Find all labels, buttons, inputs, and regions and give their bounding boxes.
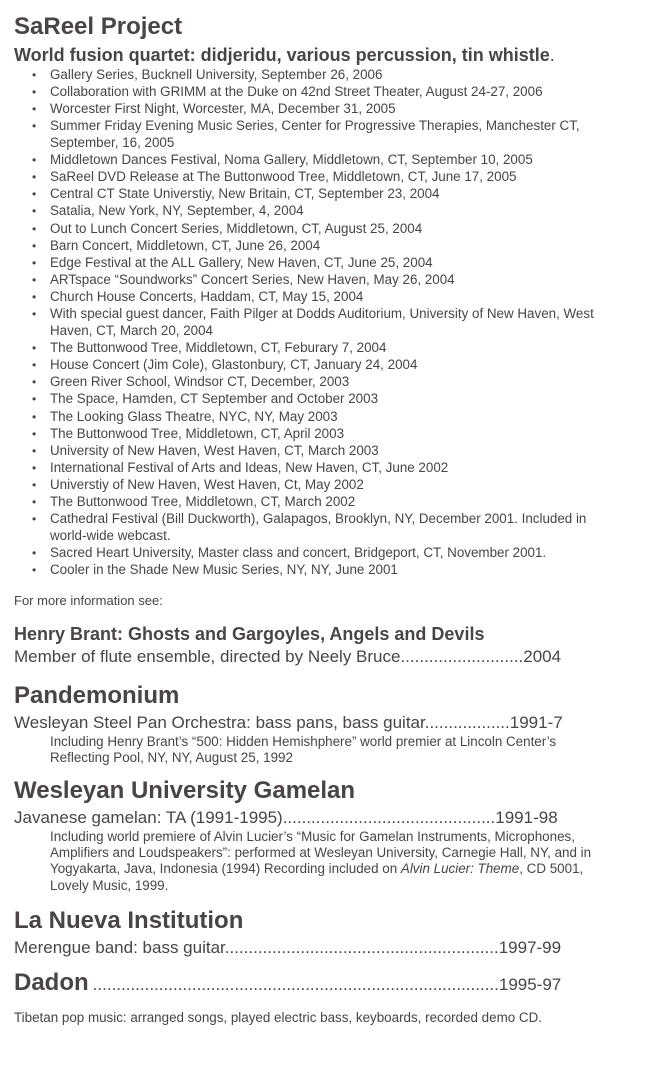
gamelan-note (50, 829, 614, 894)
gig-list-item: • Church House Concerts, Haddam, CT, May 15, 2004 (50, 289, 614, 306)
gig-list-item: • Collaboration with GRIMM at the Duke on 42nd Street Theater, August 24-27, 2006 (50, 84, 614, 101)
gig-list-item: • Out to Lunch Concert Series, Middletown, CT, August 25, 2004 (50, 221, 614, 238)
gamelan-note-album: Alvin Lucier: Theme (400, 861, 520, 877)
dadon-line: ......................................................................................1995-97 (92, 974, 562, 994)
gig-list-item: • SaReel DVD Release at The Buttonwood Tree, Middletown, CT, June 17, 2005 (50, 169, 614, 186)
nueva-line: Merengue band: bass guitar..........................................................1997-99 (14, 937, 562, 957)
gig-list-item: • Universtiy of New Haven, West Haven, Ct, May 2002 (50, 477, 614, 494)
gig-list-item: • The Buttonwood Tree, Middletown, CT, Feburary 7, 2004 (50, 340, 614, 357)
sareel-gig-list (14, 67, 614, 579)
brant-title: Henry Brant: Ghosts and Gargoyles, Angels and Devils (14, 623, 485, 644)
gig-list-item: • Central CT State Universtiy, New Britain, CT, September 23, 2004 (50, 186, 614, 203)
gig-list-item: • The Looking Glass Theatre, NYC, NY, May 2003 (50, 409, 614, 426)
sareel-title: SaReel Project (14, 13, 183, 40)
gig-list-item: • The Buttonwood Tree, Middletown, CT, April 2003 (50, 426, 614, 443)
sareel-subtitle-period: . (549, 45, 555, 65)
sareel-subtitle-text: World fusion quartet: didjeridu, various percussion, tin whistle (14, 45, 550, 65)
sareel-subtitle (14, 44, 614, 66)
gamelan-line: Javanese gamelan: TA (1991-1995).............................................1991-98 (14, 808, 558, 828)
dadon-note: Tibetan pop music: arranged songs, played electric bass, keyboards, recorded demo CD. (14, 1009, 542, 1025)
gig-list-item: • Barn Concert, Middletown, CT, June 26, 2004 (50, 238, 614, 255)
gig-list-item: • Satalia, New York, NY, September, 4, 2004 (50, 203, 614, 220)
more-info-text: For more information see: (14, 592, 163, 608)
pandemonium-title: Pandemonium (14, 681, 180, 709)
gamelan-note-text: Including world premiere of Alvin Lucier’s “Music for Gamelan Instruments, Microphones, Amplifiers and Loudspeakers”: performed at Wesleyan University, Carnegie Hall, NY, and in Yogyakarta, Java, Indonesia (1994) Recording included on (50, 829, 592, 877)
gig-list-item: • The Buttonwood Tree, Middletown, CT, March 2002 (50, 494, 614, 511)
gig-list-item: • University of New Haven, West Haven, CT, March 2003 (50, 443, 614, 460)
dadon-row (14, 968, 614, 998)
gig-list-item: • Worcester First Night, Worcester, MA, December 31, 2005 (50, 101, 614, 118)
gig-list-item: • With special guest dancer, Faith Pilger at Dodds Auditorium, University of New Haven, West Haven, CT, March 20, 2004 (50, 306, 614, 339)
gig-list-item: • The Space, Hamden, CT September and October 2003 (50, 391, 614, 408)
gig-list-item: • Green River School, Windsor CT, December, 2003 (50, 374, 614, 391)
gig-list-item: • International Festival of Arts and Ideas, New Haven, CT, June 2002 (50, 460, 614, 477)
gig-list-item: • ARTspace “Soundworks” Concert Series, New Haven, May 26, 2004 (50, 272, 614, 289)
pandemonium-line: Wesleyan Steel Pan Orchestra: bass pans, bass guitar..................1991-7 (14, 712, 563, 732)
gig-list-item: • House Concert (Jim Cole), Glastonbury, CT, January 24, 2004 (50, 357, 614, 374)
resume-page (14, 12, 614, 1026)
gig-list-item: • Gallery Series, Bucknell University, September 26, 2006 (50, 67, 614, 84)
gamelan-title: Wesleyan University Gamelan (14, 777, 356, 805)
gig-list-item: • Sacred Heart University, Master class and concert, Bridgeport, CT, November 2001. (50, 545, 614, 562)
nueva-title: La Nueva Institution (14, 906, 244, 934)
brant-line: Member of flute ensemble, directed by Neely Bruce..........................2004 (14, 646, 562, 666)
gamelan-note-end: , CD 5001, Lovely Music, 1999. (50, 861, 584, 893)
gig-list-item: • Middletown Dances Festival, Noma Gallery, Middletown, CT, September 10, 2005 (50, 152, 614, 169)
pandemonium-note: Including Henry Brant’s “500: Hidden Hemishphere” world premier at Lincoln Center’s Reflecting Pool, NY, NY, August 25, 1992 (50, 733, 557, 765)
gig-list-item: • Cathedral Festival (Bill Duckworth), Galapagos, Brooklyn, NY, December 2001. Included in world-wide webcast. (50, 511, 614, 544)
gig-list-item: • Summer Friday Evening Music Series, Center for Progressive Therapies, Manchester CT, September, 16, 2005 (50, 118, 614, 151)
gig-list-item: • Cooler in the Shade New Music Series, NY, NY, June 2001 (50, 562, 614, 579)
gig-list-item: • Edge Festival at the ALL Gallery, New Haven, CT, June 25, 2004 (50, 255, 614, 272)
dadon-title: Dadon (14, 968, 89, 996)
